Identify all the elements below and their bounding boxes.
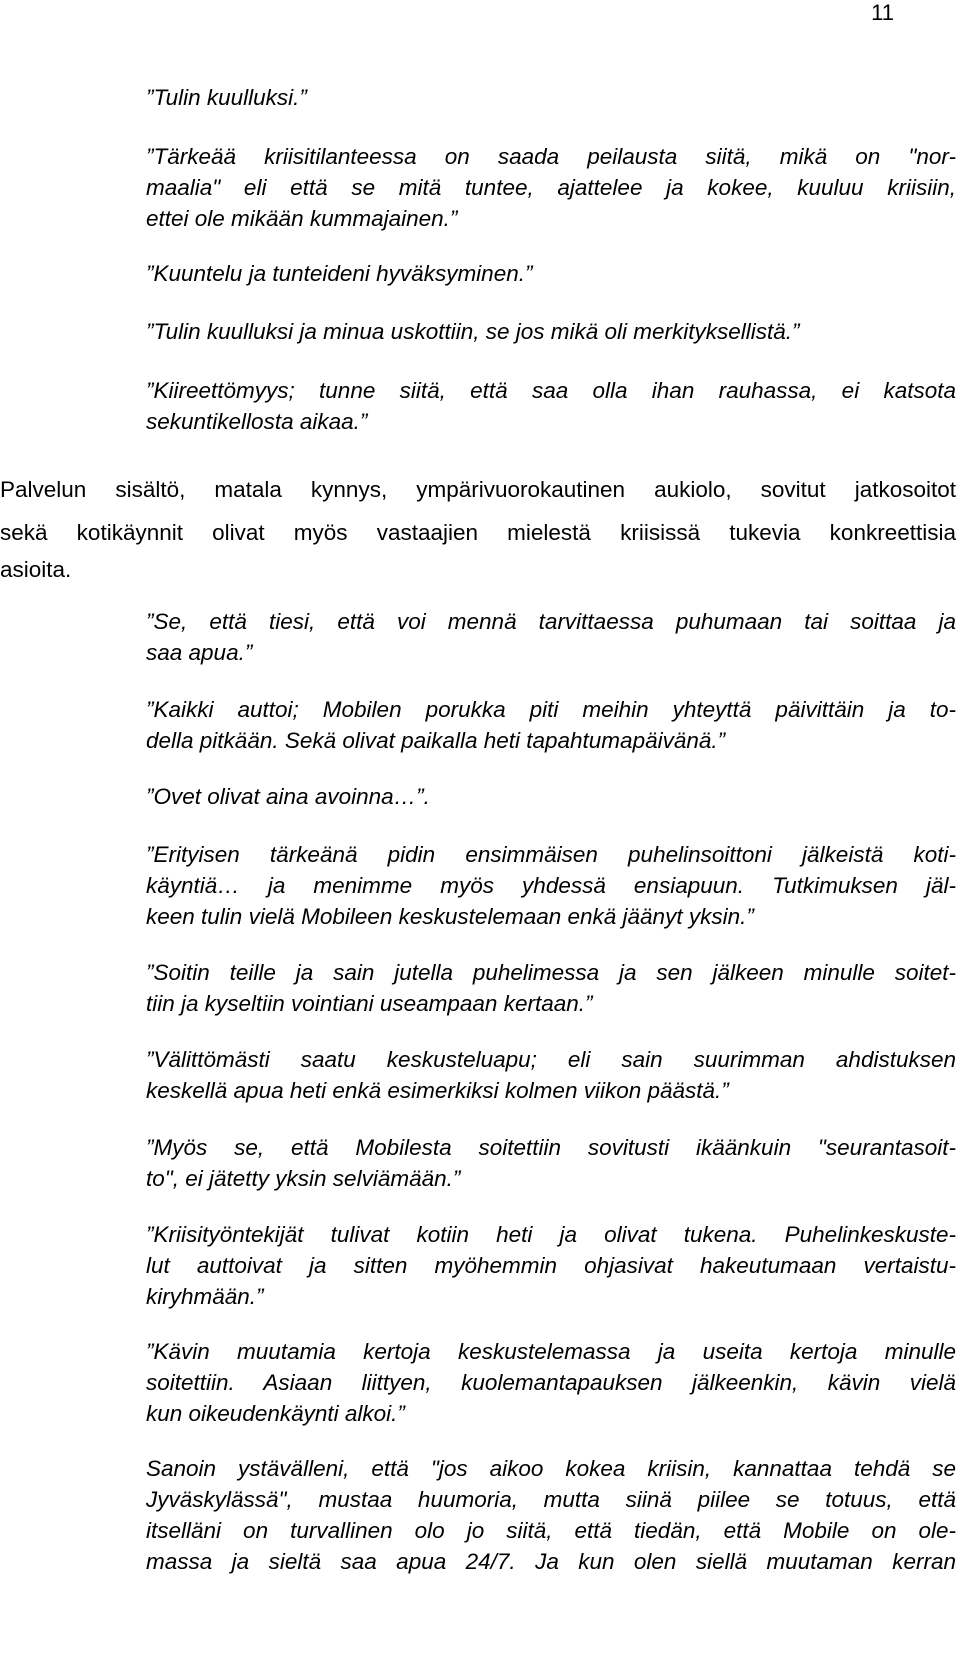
quote-4	[146, 316, 956, 347]
body-line: sekä kotikäynnit olivat myös vastaajien mielestä kriisissä tukevia konkreettisia	[0, 520, 956, 545]
quote-line: Jyväskylässä", mustaa huumoria, mutta siinä piilee se totuus, että	[146, 1487, 956, 1512]
quote-line: kiryhmään.”	[146, 1284, 264, 1309]
quote-line: ettei ole mikään kummajainen.”	[146, 206, 458, 231]
quote-line: della pitkään. Sekä olivat paikalla heti tapahtumapäivänä.”	[146, 728, 726, 753]
quote-9	[146, 839, 956, 932]
quote-3	[146, 258, 956, 289]
quote-line: saa apua.”	[146, 640, 253, 665]
quote-line: ”Kaikki auttoi; Mobilen porukka piti meihin yhteyttä päivittäin ja to-	[146, 697, 956, 722]
quote-line: ”Kiireettömyys; tunne siitä, että saa olla ihan rauhassa, ei katsota	[146, 378, 956, 403]
quote-line: maalia" eli että se mitä tuntee, ajattelee ja kokee, kuuluu kriisiin,	[146, 175, 956, 200]
quote-line: ”Myös se, että Mobilesta soitettiin sovitusti ikäänkuin "seurantasoit-	[146, 1135, 956, 1160]
page-number: 11	[871, 0, 894, 25]
quote-line: massa ja sieltä saa apua 24/7. Ja kun olen siellä muutaman kerran	[146, 1549, 956, 1574]
quote-line: sekuntikellosta aikaa.”	[146, 409, 368, 434]
quote-8	[146, 781, 956, 812]
body-line: asioita.	[0, 557, 72, 582]
quote-line: Sanoin ystävälleni, että "jos aikoo kokea kriisin, kannattaa tehdä se	[146, 1456, 956, 1481]
quote-line: soitettiin. Asiaan liittyen, kuolemantapauksen jälkeenkin, kävin vielä	[146, 1370, 956, 1395]
quote-1	[146, 82, 956, 113]
quote-line: keen tulin vielä Mobileen keskustelemaan enkä jäänyt yksin.”	[146, 904, 754, 929]
body-paragraph	[0, 468, 956, 586]
quote-line: käyntiä… ja menimme myös yhdessä ensiapuun. Tutkimuksen jäl-	[146, 873, 956, 898]
quote-13	[146, 1219, 956, 1312]
quote-line: ”Erityisen tärkeänä pidin ensimmäisen puhelinsoittoni jälkeistä koti-	[146, 842, 956, 867]
quote-line: ”Kriisityöntekijät tulivat kotiin heti ja olivat tukena. Puhelinkeskuste-	[146, 1222, 956, 1247]
quote-line: ”Välittömästi saatu keskusteluapu; eli sain suurimman ahdistuksen	[146, 1047, 956, 1072]
quote-5	[146, 375, 956, 437]
body-line: Palvelun sisältö, matala kynnys, ympärivuorokautinen aukiolo, sovitut jatkosoitot	[0, 477, 956, 502]
quote-line: ”Tärkeää kriisitilanteessa on saada peilausta siitä, mikä on "nor-	[146, 144, 956, 169]
quote-2	[146, 141, 956, 234]
quote-15	[146, 1453, 956, 1577]
quote-line: ”Tulin kuulluksi.”	[146, 85, 307, 110]
quote-14	[146, 1336, 956, 1429]
quote-line: tiin ja kyseltiin vointiani useampaan kertaan.”	[146, 991, 593, 1016]
quote-11	[146, 1044, 956, 1106]
quote-line: to", ei jätetty yksin selviämään.”	[146, 1166, 461, 1191]
quote-10	[146, 957, 956, 1019]
quote-line: kun oikeudenkäynti alkoi.”	[146, 1401, 405, 1426]
quote-12	[146, 1132, 956, 1194]
quote-line: keskellä apua heti enkä esimerkiksi kolmen viikon päästä.”	[146, 1078, 729, 1103]
quote-line: ”Tulin kuulluksi ja minua uskottiin, se jos mikä oli merkityksellistä.”	[146, 319, 800, 344]
quote-line: ”Se, että tiesi, että voi mennä tarvittaessa puhumaan tai soittaa ja	[146, 609, 956, 634]
quote-line: itselläni on turvallinen olo jo siitä, että tiedän, että Mobile on ole-	[146, 1518, 956, 1543]
quote-line: ”Kävin muutamia kertoja keskustelemassa ja useita kertoja minulle	[146, 1339, 956, 1364]
quote-line: ”Soitin teille ja sain jutella puhelimessa ja sen jälkeen minulle soitet-	[146, 960, 956, 985]
quote-6	[146, 606, 956, 668]
quote-line: ”Kuuntelu ja tunteideni hyväksyminen.”	[146, 261, 533, 286]
quote-line: lut auttoivat ja sitten myöhemmin ohjasivat hakeutumaan vertaistu-	[146, 1253, 956, 1278]
quote-7	[146, 694, 956, 756]
quote-line: ”Ovet olivat aina avoinna…”.	[146, 784, 430, 809]
